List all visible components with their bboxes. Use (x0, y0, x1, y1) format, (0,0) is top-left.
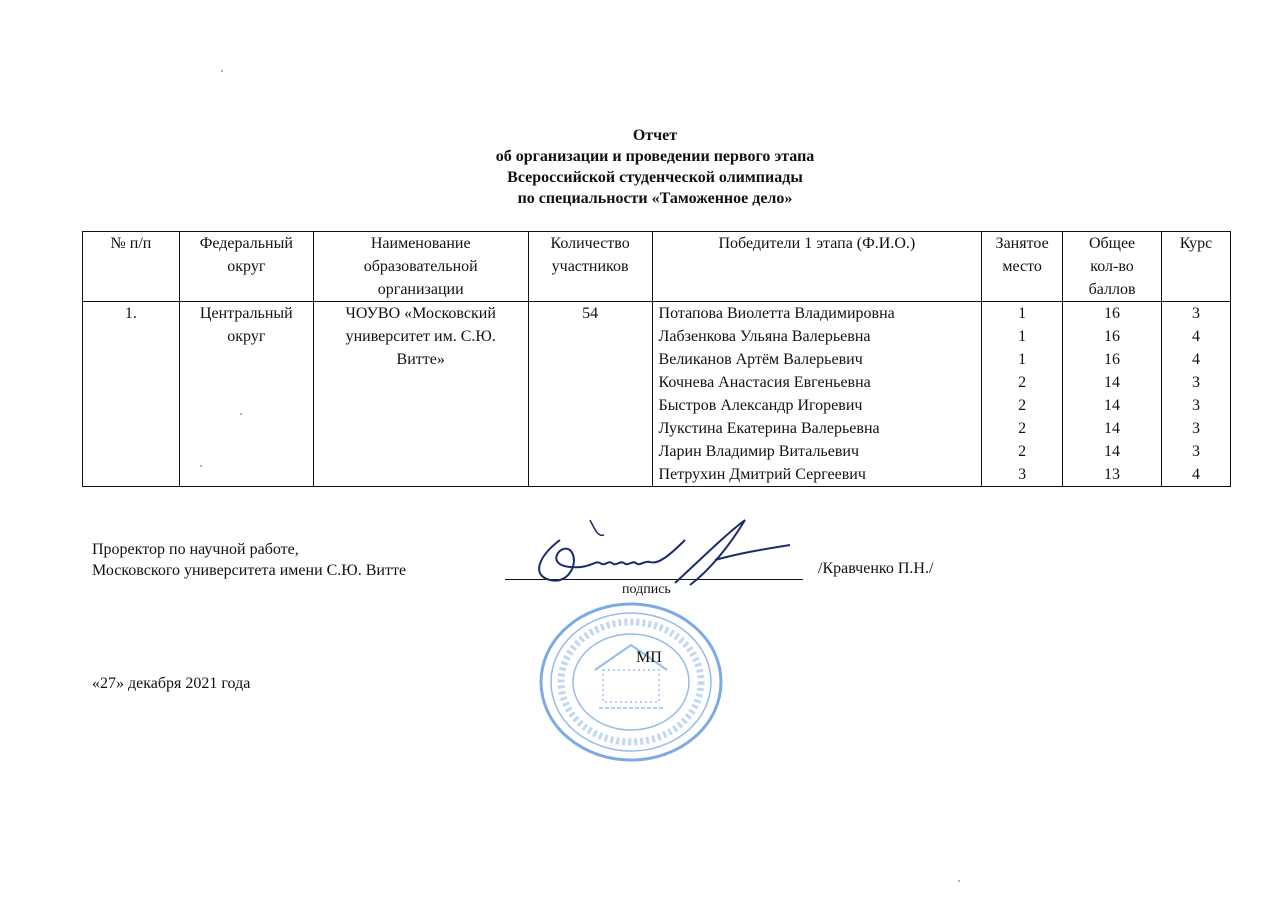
cell-courses (1162, 302, 1231, 487)
winner-name: Лабзенкова Ульяна Валерьевна (658, 328, 871, 345)
cell-winner-names (652, 302, 982, 487)
winner-score: 16 (1104, 351, 1121, 368)
table-row (83, 302, 1231, 487)
scan-speck (221, 70, 223, 72)
cell-scores (1063, 302, 1162, 487)
signatory-name: /Кравченко П.Н./ (818, 560, 934, 577)
header-org: Наименование образовательной организации (313, 232, 528, 302)
cell-org: ЧОУВО «Московский университет им. С.Ю. Витте» (313, 302, 528, 487)
winner-course: 3 (1192, 420, 1200, 437)
winner-score: 14 (1104, 443, 1121, 460)
winner-place: 2 (1018, 397, 1027, 414)
title-line-4: по специальности «Таможенное дело» (517, 190, 793, 207)
winner-name: Быстров Александр Игоревич (658, 397, 863, 414)
winner-course: 3 (1192, 397, 1200, 414)
title-line-1: Отчет (632, 127, 678, 144)
cell-places (982, 302, 1063, 487)
header-place: Занятое место (982, 232, 1063, 302)
header-score: Общее кол-во баллов (1063, 232, 1162, 302)
signatory-position: Проректор по научной работе, Московского университета имени С.Ю. Витте (92, 541, 407, 579)
winner-name: Лукстина Екатерина Валерьевна (658, 420, 880, 437)
winner-course: 4 (1192, 351, 1200, 368)
header-district: Федеральный округ (179, 232, 313, 302)
scan-speck (200, 465, 202, 467)
signature-stroke-main (539, 540, 685, 581)
winner-course: 4 (1192, 466, 1200, 483)
header-num: № п/п (83, 232, 180, 302)
report-title (0, 125, 1280, 209)
header-count: Количество участников (528, 232, 652, 302)
winner-course: 3 (1192, 443, 1200, 460)
header-winners: Победители 1 этапа (Ф.И.О.) (652, 232, 982, 302)
stamp-emblem-body (603, 670, 659, 702)
signature-stroke-top (590, 520, 604, 535)
header-course: Курс (1162, 232, 1231, 302)
winner-course: 3 (1192, 305, 1200, 322)
winner-name: Петрухин Дмитрий Сергеевич (658, 466, 866, 483)
scan-speck (240, 413, 242, 415)
winners-table (82, 231, 1231, 487)
stamp-text-band (561, 622, 701, 742)
winner-score: 16 (1104, 305, 1121, 322)
winner-name: Великанов Артём Валерьевич (658, 351, 863, 368)
winner-place: 2 (1018, 420, 1027, 437)
winner-place: 3 (1018, 466, 1027, 483)
winner-course: 4 (1192, 328, 1200, 345)
title-line-3: Всероссийской студенческой олимпиады (507, 169, 803, 186)
winner-place: 2 (1018, 374, 1027, 391)
winner-score: 14 (1104, 420, 1121, 437)
winner-course: 3 (1192, 374, 1200, 391)
scan-speck (958, 880, 960, 882)
cell-count: 54 (528, 302, 652, 487)
winner-place: 1 (1018, 351, 1027, 368)
winner-score: 13 (1104, 466, 1121, 483)
winner-score: 14 (1104, 397, 1121, 414)
winner-place: 1 (1018, 328, 1027, 345)
document-date: «27» декабря 2021 года (92, 675, 251, 692)
cell-district: Центральный округ (179, 302, 313, 487)
winner-score: 14 (1104, 374, 1121, 391)
winner-place: 1 (1018, 305, 1027, 322)
title-line-2: об организации и проведении первого этапа (495, 148, 815, 165)
table-header-row (83, 232, 1231, 302)
stamp-outer-ring (541, 604, 721, 760)
winner-name: Потапова Виолетта Владимировна (658, 305, 895, 322)
winner-score: 16 (1104, 328, 1121, 345)
stamp-placeholder-label: МП (636, 649, 662, 666)
winner-name: Ларин Владимир Витальевич (658, 443, 859, 460)
cell-num: 1. (83, 302, 180, 487)
winner-name: Кочнева Анастасия Евгеньевна (658, 374, 871, 391)
winner-place: 2 (1018, 443, 1027, 460)
official-stamp (535, 600, 727, 765)
stamp-inner-ring (573, 634, 689, 730)
signature-stroke-flourish (675, 520, 745, 585)
signature-caption: подпись (622, 582, 671, 597)
